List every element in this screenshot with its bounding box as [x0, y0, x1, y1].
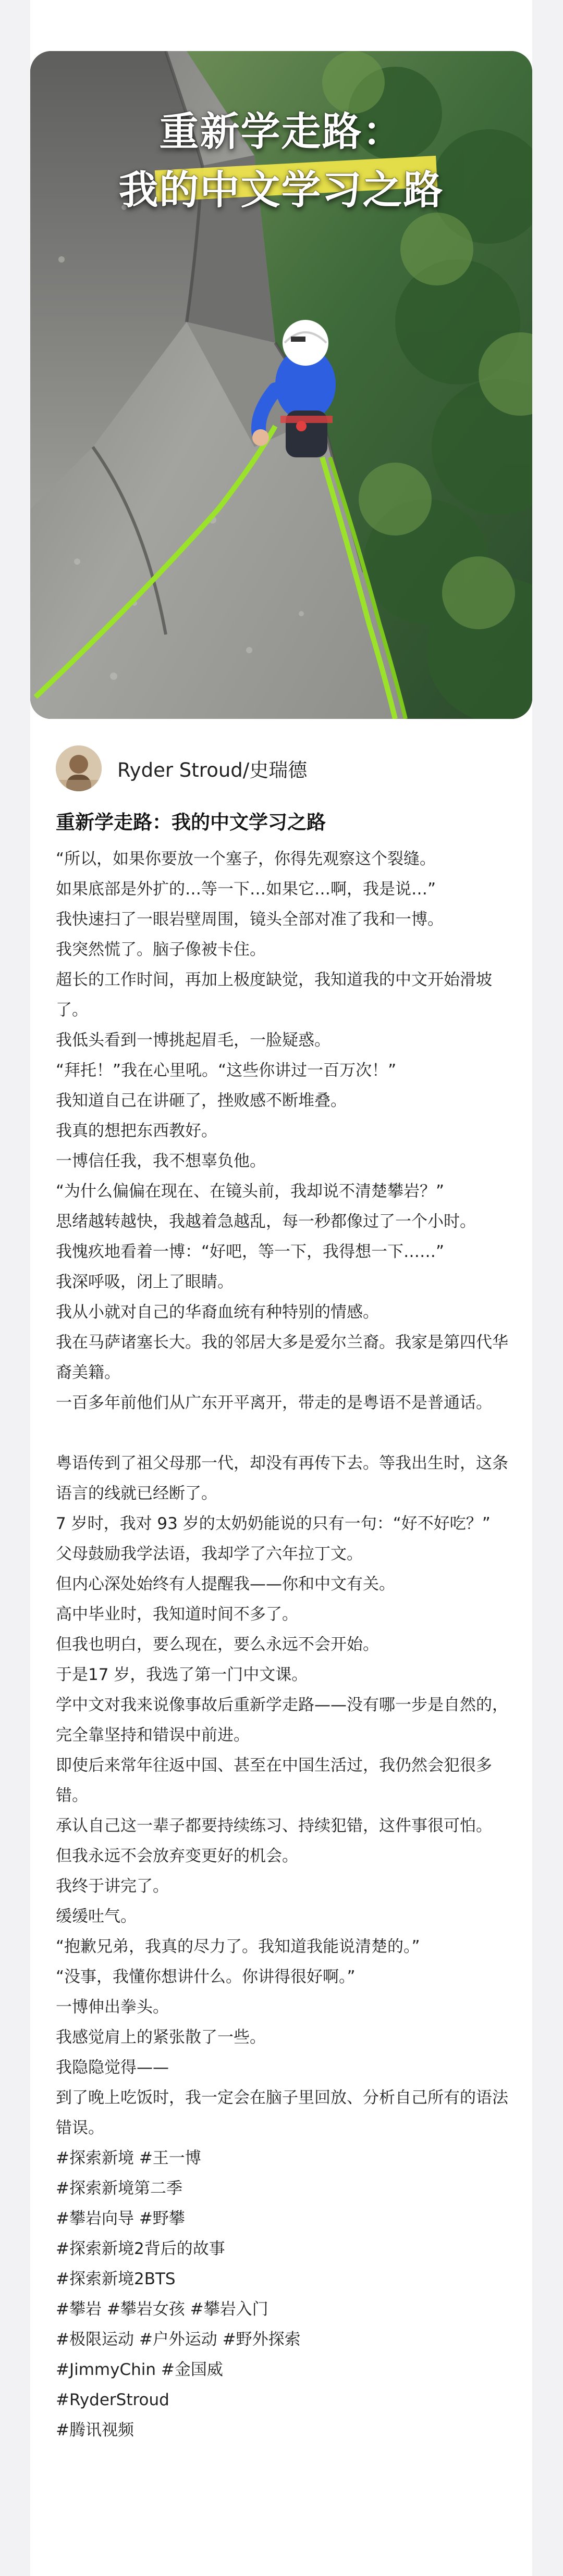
body-paragraph: 我感觉肩上的紧张散了一些。 [56, 2028, 266, 2047]
body-paragraph: 我隐隐觉得—— [56, 2058, 169, 2077]
body-paragraph: 我快速扫了一眼岩壁周围，镜头全部对准了我和一博。 [56, 910, 444, 929]
body-paragraph: 我知道自己在讲砸了，挫败感不断堆叠。 [56, 1091, 347, 1110]
body-paragraph: 我突然慌了。脑子像被卡住。 [56, 940, 266, 959]
author-name[interactable]: Ryder Stroud/史瑞德 [117, 759, 308, 781]
body-paragraph: “抱歉兄弟，我真的尽力了。我知道我能说清楚的。” [56, 1937, 420, 1956]
body-paragraph: 我终于讲完了。 [56, 1877, 169, 1896]
body-paragraph: 我在马萨诸塞长大。我的邻居大多是爱尔兰裔。我家是第四代华裔美籍。 [56, 1333, 508, 1382]
body-paragraph: 我从小就对自己的华裔血统有种特别的情感。 [56, 1303, 379, 1322]
body-paragraph: 到了晚上吃饭时，我一定会在脑子里回放、分析自己所有的语法错误。 [56, 2088, 508, 2137]
hashtag-line[interactable]: #RyderStroud [56, 2391, 169, 2409]
body-paragraph: 我愧疚地看着一博：“好吧，等一下，我得想一下……” [56, 1242, 445, 1261]
hashtag-line[interactable]: #腾讯视频 [56, 2421, 134, 2440]
body-paragraph: 缓缓吐气。 [56, 1907, 137, 1926]
hashtag-line[interactable]: #极限运动 #户外运动 #野外探索 [56, 2330, 301, 2349]
hero-title-line2: 我的中文学习之路 [118, 167, 444, 213]
author-row[interactable] [56, 745, 307, 792]
body-paragraph: 我深呼吸，闭上了眼睛。 [56, 1273, 234, 1291]
hashtag-line[interactable]: #攀岩向导 #野攀 [56, 2209, 185, 2228]
body-paragraph: 我真的想把东西教好。 [56, 1122, 217, 1140]
body-paragraph [56, 1418, 512, 1448]
body-paragraph: 思绪越转越快，我越着急越乱，每一秒都像过了一个小时。 [56, 1212, 476, 1231]
avatar[interactable] [56, 745, 102, 791]
post-tags [56, 2143, 512, 2445]
body-paragraph: 即使后来常年往返中国、甚至在中国生活过，我仍然会犯很多错。 [56, 1756, 492, 1805]
hashtag-line[interactable]: #探索新境2背后的故事 [56, 2239, 225, 2258]
post-paragraphs [56, 844, 512, 2143]
body-paragraph: 一百多年前他们从广东开平离开，带走的是粤语不是普通话。 [56, 1393, 492, 1412]
hero-title-line1: 重新学走路： [159, 108, 403, 155]
body-paragraph: “为什么偏偏在现在、在镜头前，我却说不清楚攀岩？” [56, 1182, 445, 1201]
body-paragraph: 高中毕业时，我知道时间不多了。 [56, 1605, 298, 1624]
user-avatar-icon [56, 745, 102, 791]
body-paragraph: 粤语传到了祖父母那一代，却没有再传下去。等我出生时，这条语言的线就已经断了。 [56, 1454, 508, 1503]
post-title: 重新学走路：我的中文学习之路 [56, 811, 326, 833]
body-paragraph: 承认自己这一辈子都要持续练习、持续犯错，这件事很可怕。 [56, 1816, 492, 1835]
hashtag-line[interactable]: #攀岩 #攀岩女孩 #攀岩入门 [56, 2300, 268, 2319]
body-paragraph: 但内心深处始终有人提醒我——你和中文有关。 [56, 1575, 395, 1594]
body-paragraph: 学中文对我来说像事故后重新学走路——没有哪一步是自然的，完全靠坚持和错误中前进。 [56, 1696, 508, 1745]
body-paragraph: “所以，如果你要放一个塞子，你得先观察这个裂缝。 [56, 850, 436, 868]
hashtag-line[interactable]: #JimmyChin #金国威 [56, 2360, 223, 2379]
body-paragraph: 一博伸出拳头。 [56, 1998, 169, 2017]
body-paragraph: 7 岁时，我对 93 岁的太奶奶能说的只有一句：“好不好吃？” [56, 1514, 491, 1533]
post-body [56, 844, 512, 2445]
body-paragraph: 一博信任我，我不想辜负他。 [56, 1152, 266, 1171]
hashtag-line[interactable]: #探索新境第二季 [56, 2179, 182, 2198]
body-paragraph: 如果底部是外扩的…等一下…如果它…啊，我是说…” [56, 880, 436, 899]
body-paragraph: 超长的工作时间，再加上极度缺觉，我知道我的中文开始滑坡了。 [56, 970, 492, 1019]
body-paragraph: 于是17 岁，我选了第一门中文课。 [56, 1665, 308, 1684]
body-paragraph: 父母鼓励我学法语，我却学了六年拉丁文。 [56, 1545, 363, 1563]
body-paragraph: “没事，我懂你想讲什么。你讲得很好啊。” [56, 1968, 356, 1986]
body-paragraph: 但我也明白，要么现在，要么永远不会开始。 [56, 1635, 379, 1654]
hashtag-line[interactable]: #探索新境 #王一博 [56, 2149, 201, 2168]
hashtag-line[interactable]: #探索新境2BTS [56, 2270, 176, 2288]
hero-image[interactable] [30, 51, 532, 719]
body-paragraph: 但我永远不会放弃变更好的机会。 [56, 1847, 298, 1865]
body-paragraph: 我低头看到一博挑起眉毛，一脸疑惑。 [56, 1031, 331, 1050]
body-paragraph: “拜托！”我在心里吼。“这些你讲过一百万次！” [56, 1061, 397, 1080]
